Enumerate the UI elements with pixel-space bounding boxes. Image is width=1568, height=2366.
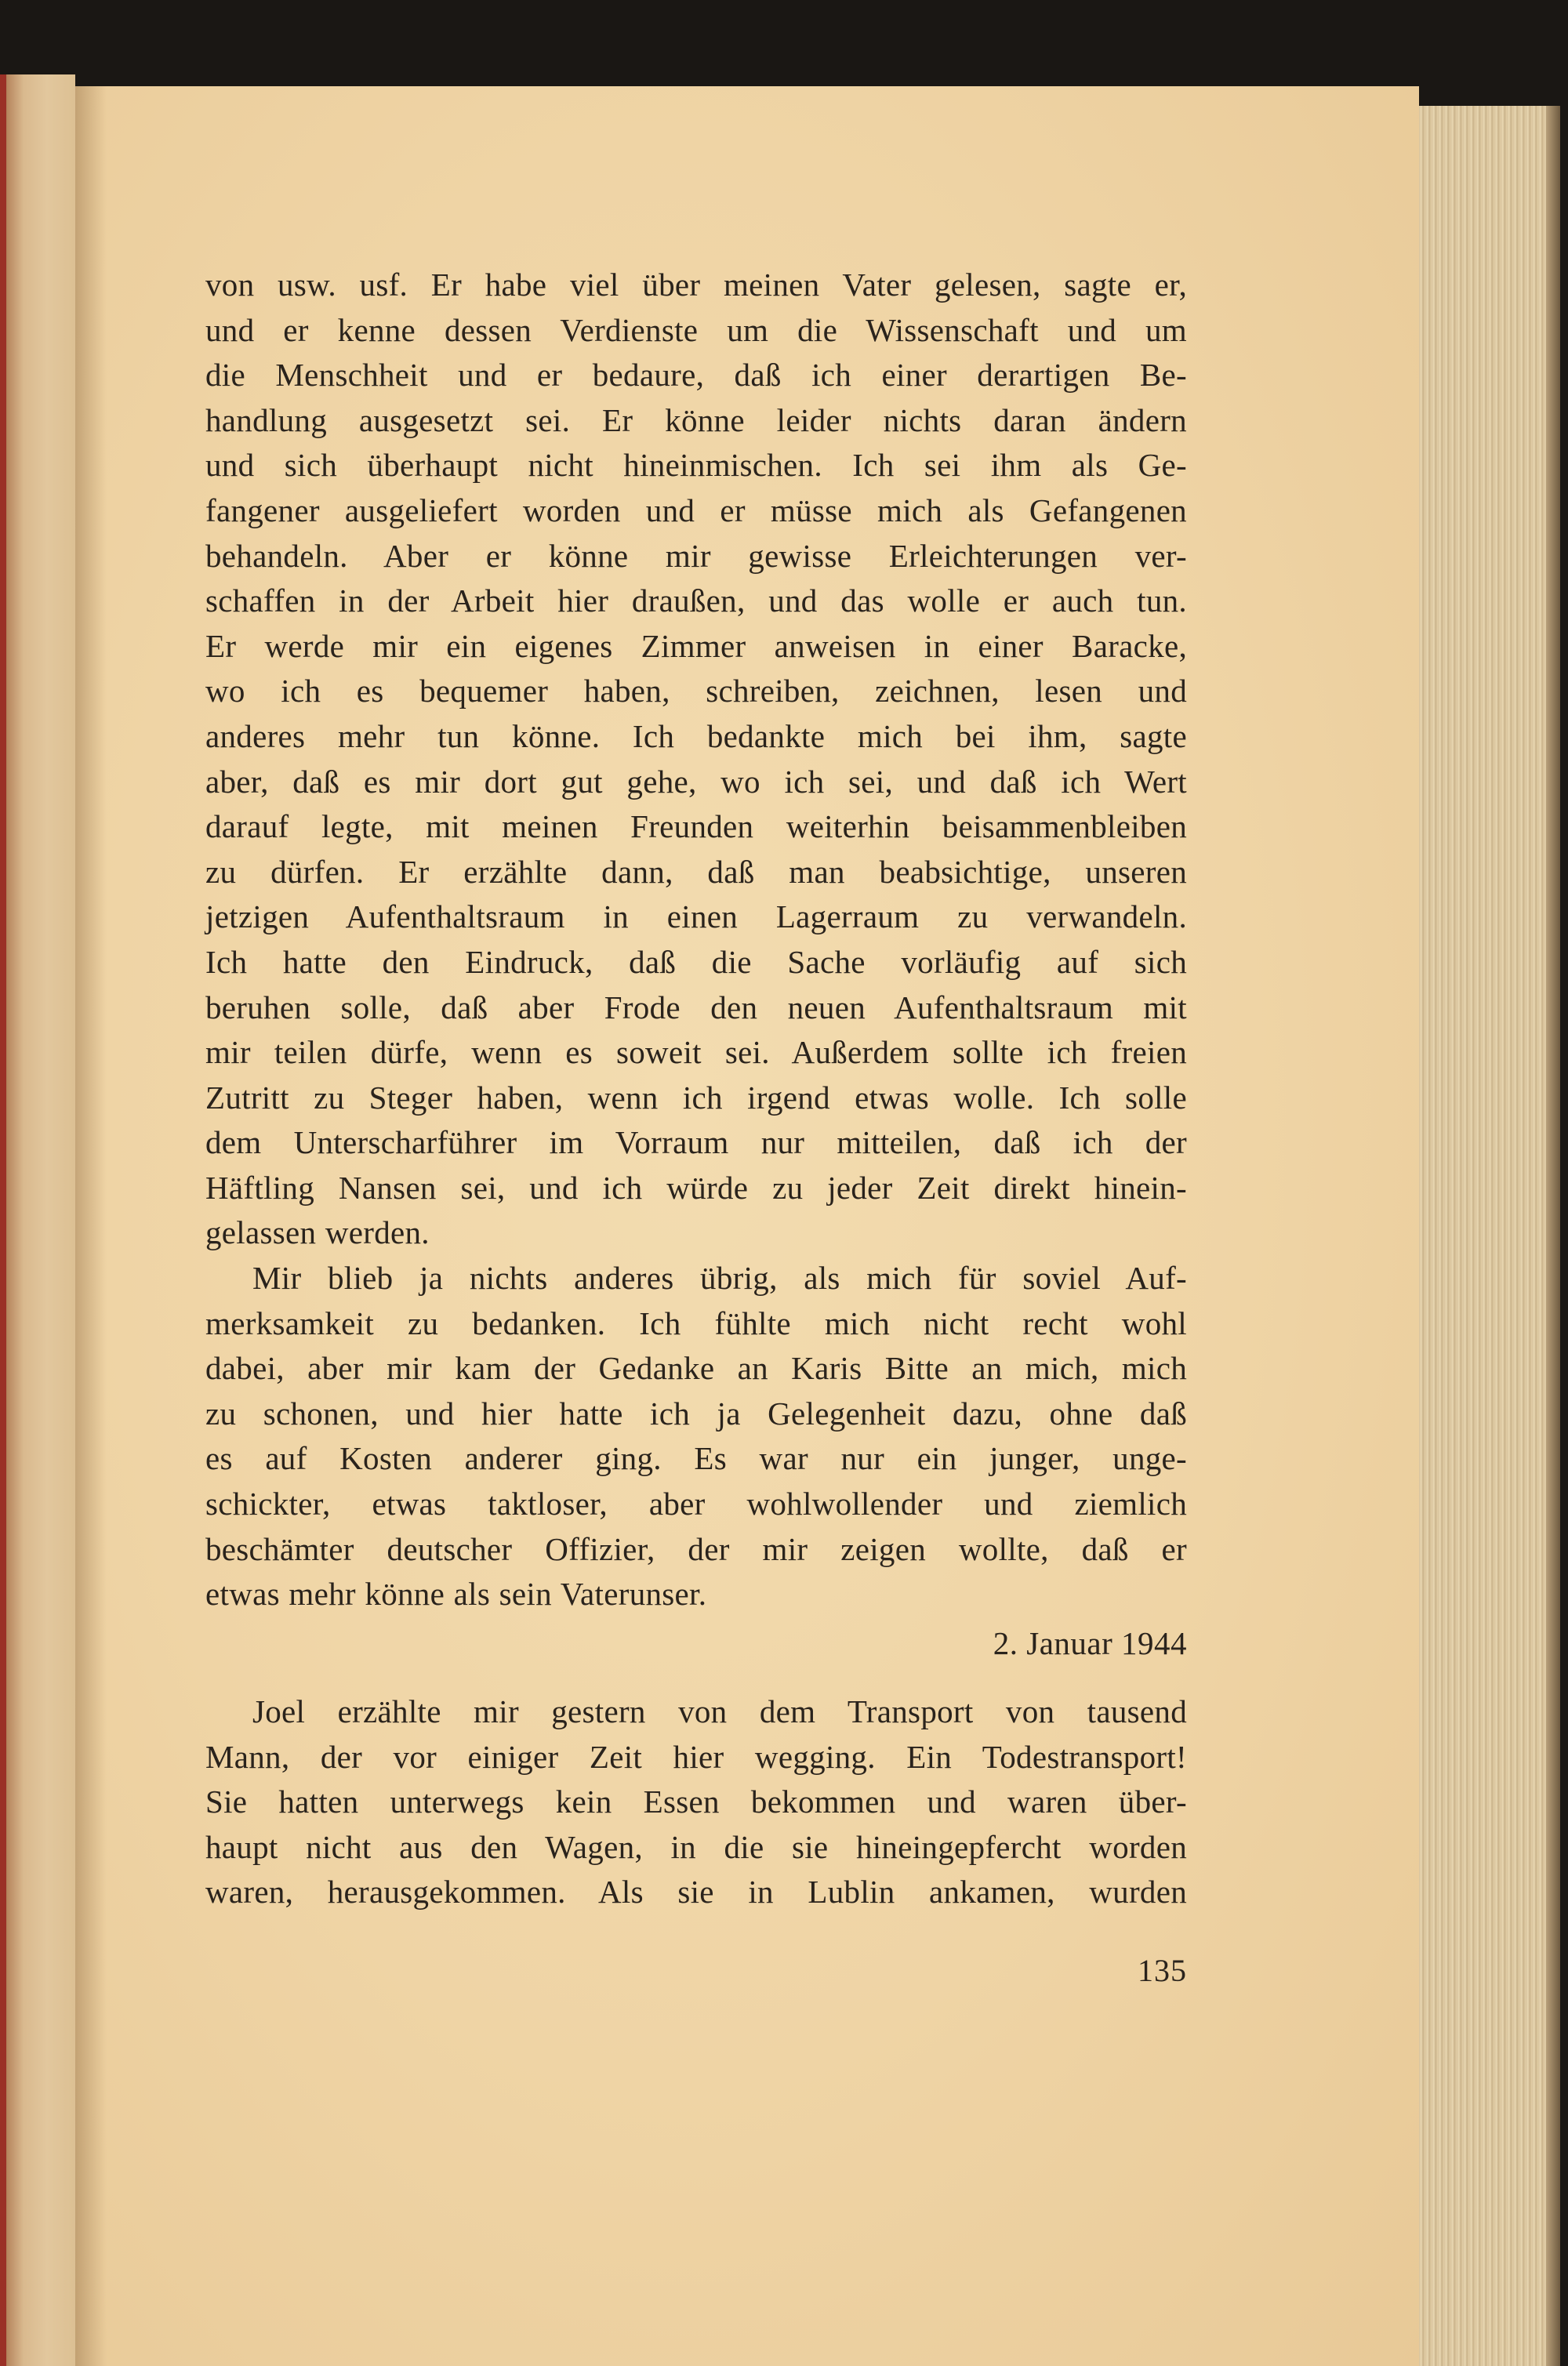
text-line: die Menschheit und er bedaure, daß ich einer derartigen Be- <box>205 357 1187 394</box>
text-line: beschämter deutscher Offizier, der mir zeigen wollte, daß er <box>205 1530 1187 1567</box>
text-line: von usw. usf. Er habe viel über meinen Vater gelesen, sagte er, <box>205 267 1187 303</box>
gutter-shadow <box>75 86 107 2366</box>
text-line: es auf Kosten anderer ging. Es war nur ein junger, unge- <box>205 1440 1187 1477</box>
date-heading: 2. Januar 1944 <box>993 1625 1187 1661</box>
text-line: dabei, aber mir kam der Gedanke an Karis Bitte an mich, mich <box>205 1350 1187 1387</box>
text-line: schaffen in der Arbeit hier draußen, und das wolle er auch tun. <box>205 582 1187 619</box>
text-line: dem Unterscharführer im Vorraum nur mitteilen, daß ich der <box>205 1124 1187 1161</box>
text-line: beruhen solle, daß aber Frode den neuen Aufenthaltsraum mit <box>205 989 1187 1025</box>
body-text-top <box>205 263 1187 1617</box>
text-line: fangener ausgeliefert worden und er müsse mich als Gefangenen <box>205 492 1187 528</box>
text-line: waren, herausgekommen. Als sie in Lublin ankamen, wurden <box>205 1874 1187 1911</box>
text-line: zu schonen, und hier hatte ich ja Gelegenheit dazu, ohne daß <box>205 1395 1187 1432</box>
text-line: zu dürfen. Er erzählte dann, daß man beabsichtige, unseren <box>205 853 1187 890</box>
page-stack-edge <box>1419 106 1560 2366</box>
text-line: etwas mehr könne als sein Vaterunser. <box>205 1576 707 1613</box>
text-line: jetzigen Aufenthaltsraum in einen Lagerraum zu verwandeln. <box>205 898 1187 935</box>
text-line: Zutritt zu Steger haben, wenn ich irgend etwas wolle. Ich solle <box>205 1079 1187 1116</box>
text-line: Mir blieb ja nichts anderes übrig, als mich für soviel Auf- <box>252 1260 1187 1297</box>
text-line: mir teilen dürfe, wenn es soweit sei. Außerdem sollte ich freien <box>205 1034 1187 1071</box>
previous-page-edge <box>0 74 75 2366</box>
text-line: anderes mehr tun könne. Ich bedankte mich bei ihm, sagte <box>205 717 1187 754</box>
text-line: haupt nicht aus den Wagen, in die sie hineingepfercht worden <box>205 1828 1187 1865</box>
text-line: und sich überhaupt nicht hineinmischen. Ich sei ihm als Ge- <box>205 447 1187 484</box>
page-number: 135 <box>1138 1953 1187 1988</box>
text-line: Ich hatte den Eindruck, daß die Sache vorläufig auf sich <box>205 943 1187 980</box>
text-line: darauf legte, mit meinen Freunden weiterhin beisammenbleiben <box>205 808 1187 845</box>
text-line: Häftling Nansen sei, und ich würde zu jeder Zeit direkt hinein- <box>205 1169 1187 1206</box>
text-line: handlung ausgesetzt sei. Er könne leider nichts daran ändern <box>205 401 1187 438</box>
text-line: behandeln. Aber er könne mir gewisse Erleichterungen ver- <box>205 537 1187 574</box>
text-line: Er werde mir ein eigenes Zimmer anweisen in einer Baracke, <box>205 627 1187 664</box>
text-line: Sie hatten unterwegs kein Essen bekommen und waren über- <box>205 1784 1187 1820</box>
text-line: wo ich es bequemer haben, schreiben, zeichnen, lesen und <box>205 673 1187 709</box>
body-text-bottom <box>205 1689 1187 1915</box>
text-line: Joel erzählte mir gestern von dem Transport von tausend <box>252 1693 1187 1729</box>
text-line: aber, daß es mir dort gut gehe, wo ich sei, und daß ich Wert <box>205 763 1187 800</box>
text-line: Mann, der vor einiger Zeit hier wegging. Ein Todestransport! <box>205 1738 1187 1775</box>
text-line: gelassen werden. <box>205 1214 430 1251</box>
text-line: und er kenne dessen Verdienste um die Wissenschaft und um <box>205 311 1187 348</box>
text-line: schickter, etwas taktloser, aber wohlwollender und ziemlich <box>205 1486 1187 1522</box>
text-line: merksamkeit zu bedanken. Ich fühlte mich nicht recht wohl <box>205 1305 1187 1341</box>
